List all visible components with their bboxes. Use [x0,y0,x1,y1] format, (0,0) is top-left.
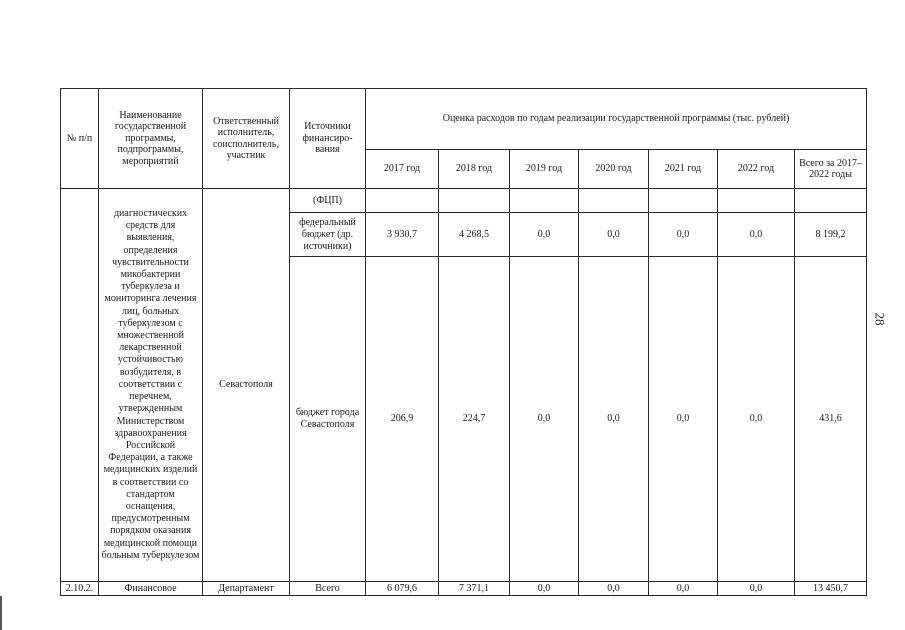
header-estimate: Оценка расходов по годам реализации государственной программы (тыс. рублей) [366,89,867,150]
table-header [61,89,867,189]
cell-value [366,189,439,213]
budget-table [60,88,867,596]
cell-value: 7 371,1 [439,582,510,596]
cell-value: 0,0 [579,582,649,596]
cell-value [649,189,718,213]
cell-value: 13 450,7 [795,582,867,596]
cell-num: 2.10.2. [61,582,99,596]
header-name: Наименование государственной программы, подпрограммы, мероприятий [99,89,203,189]
cell-value [795,189,867,213]
cell-value: 431,6 [795,257,867,582]
cell-name: Финансовое [99,582,203,596]
cell-value: 0,0 [579,257,649,582]
header-year-2019: 2019 год [510,150,579,189]
cell-value: 6 079,6 [366,582,439,596]
cell-num-empty [61,189,99,582]
table-body [61,189,867,596]
header-year-2021: 2021 год [649,150,718,189]
cell-value: 0,0 [510,213,579,257]
cell-value: 0,0 [718,582,795,596]
cell-value [579,189,649,213]
cell-value: 8 199,2 [795,213,867,257]
cell-value: 0,0 [649,213,718,257]
cell-value: 0,0 [718,257,795,582]
cell-value: 0,0 [718,213,795,257]
header-total: Всего за 2017–2022 годы [795,150,867,189]
page-number: 28 [872,312,888,326]
cell-value: 0,0 [649,257,718,582]
header-num: № п/п [61,89,99,189]
table-row-fcp [61,189,867,213]
cell-source: федеральный бюджет (др. источники) [290,213,366,257]
header-year-2022: 2022 год [718,150,795,189]
cell-value [510,189,579,213]
cell-value: 224,7 [439,257,510,582]
scan-edge-mark [0,596,2,630]
cell-value: 0,0 [649,582,718,596]
header-year-2018: 2018 год [439,150,510,189]
header-source: Источники финансиро-вания [290,89,366,189]
cell-value: 0,0 [579,213,649,257]
cell-responsible: Департамент [203,582,290,596]
table-row-2-10-2 [61,582,867,596]
cell-value: 206,9 [366,257,439,582]
cell-responsible: Севастополя [203,189,290,582]
cell-value: 3 930,7 [366,213,439,257]
cell-source: Всего [290,582,366,596]
cell-source: бюджет города Севастополя [290,257,366,582]
cell-value: 0,0 [510,582,579,596]
cell-source: (ФЦП) [290,189,366,213]
header-year-2020: 2020 год [579,150,649,189]
header-responsible: Ответственный исполнитель, соисполнитель, участник [203,89,290,189]
cell-value: 0,0 [510,257,579,582]
header-year-2017: 2017 год [366,150,439,189]
cell-value [439,189,510,213]
cell-value: 4 268,5 [439,213,510,257]
cell-description: диагностических средств для выявления, определения чувствительности микобактерии туберкулеза и мониторинга лечения лиц, больных туберкулезом с множественной лекарственной устойчивостью возбудителя, в соответствии с перечнем, утвержденным Министерством здравоохранения Российской Федерации, а также медицинских изделий в соответствии со стандартом оснащения, предусмотренным порядком оказания медицинской помощи больным туберкулезом [99,189,203,582]
cell-value [718,189,795,213]
